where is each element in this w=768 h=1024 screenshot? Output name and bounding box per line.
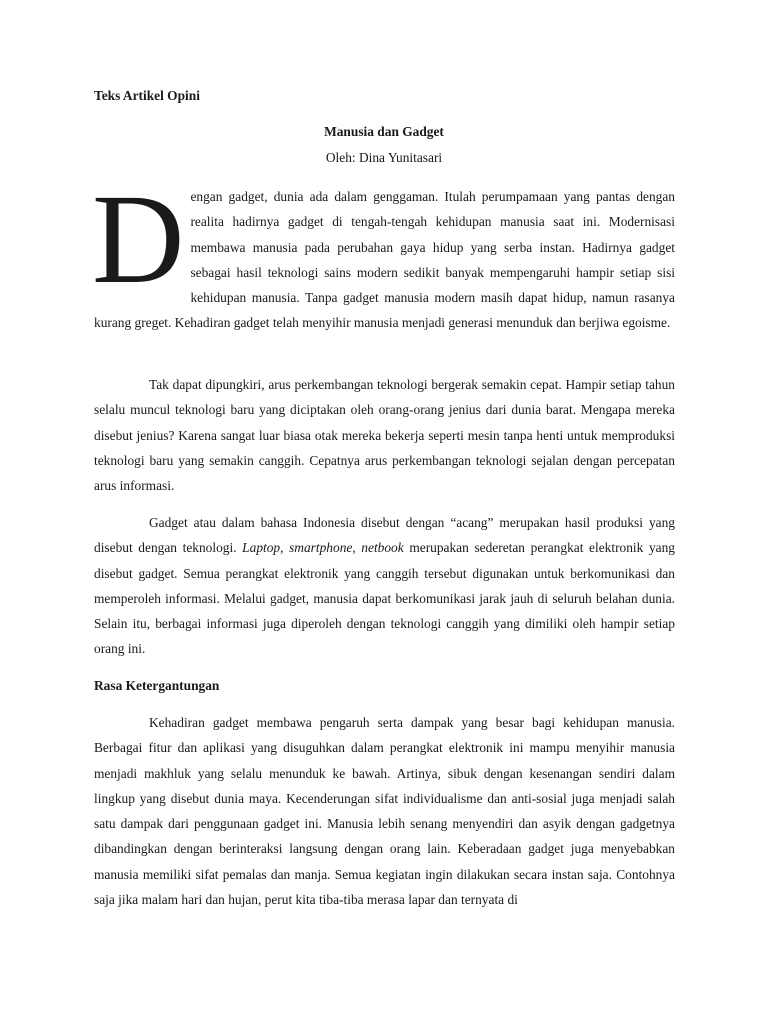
paragraph-2-text: Tak dapat dipungkiri, arus perkembangan teknologi bergerak semakin cepat. Hampir setiap tahun selalu muncul teknologi baru yang diciptakan oleh orang-orang jenius dari dunia barat. Mengapa mereka disebut jenius? Karena sangat luar biasa otak mereka bekerja seperti mesin tanpa henti untuk memproduksi teknologi baru yang semakin canggih. Cepatnya arus perkembangan teknologi sejalan dengan percepatan arus informasi. — [94, 377, 675, 494]
paragraph-3-italic: Laptop, smartphone, netbook — [242, 540, 404, 556]
paragraph-3 — [94, 510, 675, 662]
drop-cap: D — [92, 168, 185, 310]
paragraph-3-text-after: merupakan sederetan perangkat elektronik yang disebut gadget. Semua perangkat elektronik yang canggih tersebut digunakan untuk berkomunikasi dan memperoleh informasi. Melalui gadget, manusia dapat berkomunikasi jarak jauh di seluruh belahan dunia. Selain itu, berbagai informasi juga diperoleh dengan teknologi canggih yang dimiliki oleh hampir setiap orang ini. — [94, 540, 675, 657]
article-title: Manusia dan Gadget — [324, 124, 444, 139]
document-label: Teks Artikel Opini — [94, 88, 200, 103]
section-heading: Rasa Ketergantungan — [94, 678, 220, 693]
paragraph-1-text: engan gadget, dunia ada dalam genggaman. Itulah perumpamaan yang pantas dengan realita hadirnya gadget di tengah-tengah kehidupan manusia saat ini. Modernisasi membawa manusia pada perubahan gaya hidup yang serba instan. Hadirnya gadget sebagai hasil teknologi sains modern sedikit banyak mempengaruhi hampir setiap sisi kehidupan manusia. Tanpa gadget manusia modern masih dapat hidup, namun rasanya kurang greget. Kehadiran gadget telah menyihir manusia menjadi generasi menunduk dan berjiwa egoisme. — [94, 189, 675, 331]
paragraph-4-text: Kehadiran gadget membawa pengaruh serta dampak yang besar bagi kehidupan manusia. Berbagai fitur dan aplikasi yang disuguhkan dalam perangkat elektronik ini mampu menyihir manusia menjadi makhluk yang selalu menunduk ke bawah. Artinya, sibuk dengan kesenangan sendiri dalam lingkup yang disebut dunia maya. Kecenderungan sifat individualisme dan anti-sosial juga menjadi salah satu dampak dari penggunaan gadget ini. Manusia lebih senang menyendiri dan asyik dengan gadgetnya dibandingkan dengan berinteraksi langsung dengan orang lain. Keberadaan gadget juga menyebabkan manusia memiliki sifat pemalas dan manja. Semua kegiatan ingin dilakukan secara instan saja. Contohnya saja jika malam hari dan hujan, perut kita tiba-tiba merasa lapar dan ternyata di — [94, 715, 675, 908]
article-author: Oleh: Dina Yunitasari — [325, 150, 443, 165]
paragraph-4 — [94, 710, 675, 912]
paragraph-1 — [92, 168, 675, 336]
paragraph-2 — [94, 372, 675, 498]
paragraph-3-text-before: Gadget atau dalam bahasa Indonesia disebut dengan “acang” merupakan hasil produksi yang disebut dengan teknologi. — [94, 515, 675, 556]
